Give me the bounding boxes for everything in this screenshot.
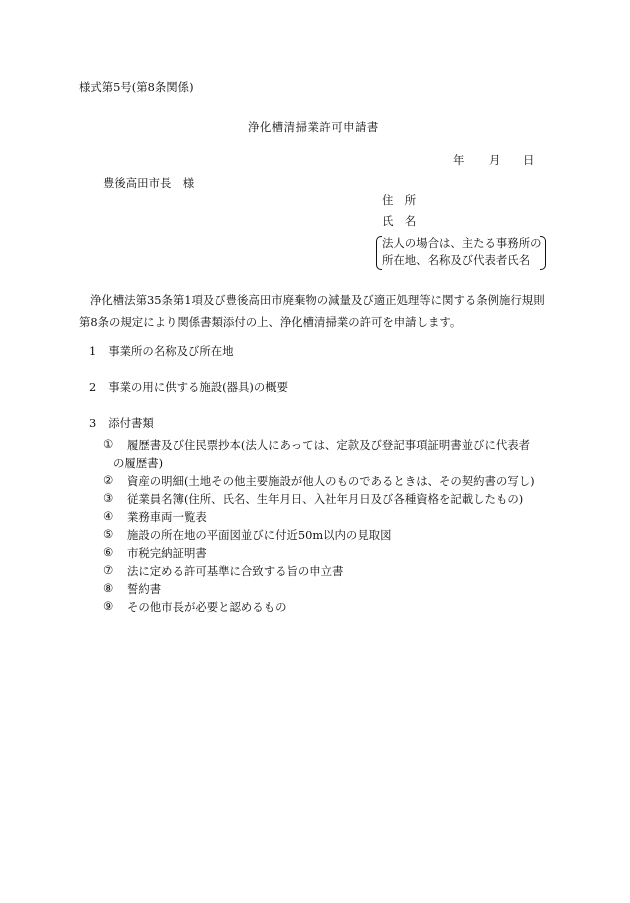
page-title: 浄化槽清掃業許可申請書	[248, 120, 379, 134]
section-label: 事業所の名称及び所在地	[108, 344, 234, 358]
attachment-number: ②	[103, 473, 114, 487]
application-body-text: 浄化槽法第35条第1項及び豊後高田市廃棄物の減量及び適正処理等に関する条例施行規則第8条の規定により関係書類添付の上、浄化槽清掃業の許可を申請します。	[79, 293, 545, 329]
attachment-text: 従業員名簿(住所、氏名、生年月日、入社年月日及び各種資格を記載したもの)	[127, 492, 524, 506]
attachment-text: 資産の明細(土地その他主要施設が他人のものであるときは、その契約書の写し)	[127, 474, 535, 488]
attachment-text: 業務車両一覧表	[127, 510, 207, 524]
application-body	[79, 289, 549, 333]
date-day: 日	[523, 153, 535, 167]
section-3	[89, 418, 154, 429]
attachment-number: ⑦	[103, 563, 114, 577]
attachment-text: 履歴書及び住民票抄本(法人にあっては、定款及び登記事項証明書並びに代表者	[127, 438, 531, 452]
bracket-right	[540, 236, 546, 270]
section-label: 事業の用に供する施設(器具)の概要	[108, 380, 288, 394]
attachment-number: ⑤	[103, 527, 114, 541]
address-label: 住 所	[382, 193, 417, 207]
section-1	[89, 346, 234, 357]
corporate-note-line1: 法人の場合は、主たる事務所の	[382, 236, 542, 250]
attachment-number: ④	[103, 509, 114, 523]
attachment-number: ⑥	[103, 545, 114, 559]
attachment-text: 法に定める許可基準に合致する旨の申立書	[127, 564, 344, 578]
addressee: 豊後高田市長 様	[103, 176, 195, 190]
attachment-number: ①	[103, 437, 114, 451]
form-number: 様式第5号(第8条関係)	[79, 80, 194, 94]
attachment-number: ⑨	[103, 599, 114, 613]
corporate-note	[376, 236, 546, 268]
attachment-text: 市税完納証明書	[127, 546, 207, 560]
attachment-text: 誓約書	[127, 582, 162, 596]
attachment-number: ⑧	[103, 581, 114, 595]
section-label: 添付書類	[108, 416, 154, 430]
date-month: 月	[489, 153, 501, 167]
attachment-text: 施設の所在地の平面図並びに付近50m以内の見取図	[127, 528, 392, 542]
date-year: 年	[453, 153, 465, 167]
attachment-text: その他市長が必要と認めるもの	[127, 600, 287, 614]
section-number: 2	[89, 380, 97, 394]
section-number: 1	[89, 344, 97, 358]
name-label: 氏 名	[382, 214, 417, 228]
corporate-note-line2: 所在地、名称及び代表者氏名	[382, 253, 531, 267]
section-number: 3	[89, 416, 97, 430]
section-2	[89, 382, 288, 393]
attachment-number: ③	[103, 491, 114, 505]
attachment-text-cont: の履歴書)	[113, 456, 164, 470]
